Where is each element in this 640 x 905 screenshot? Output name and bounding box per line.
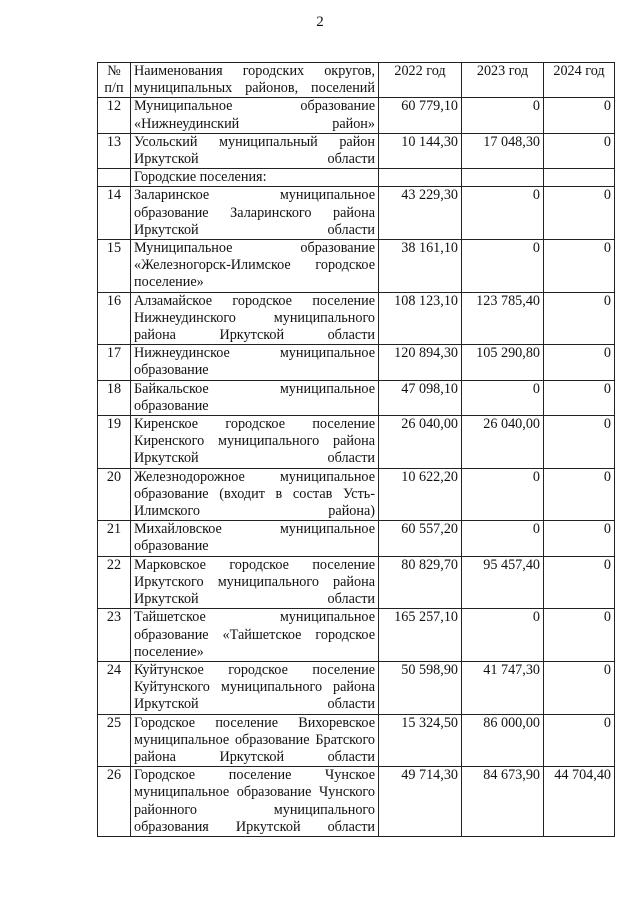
row-value-2023: 26 040,00 [462, 416, 544, 469]
row-value-2024: 0 [544, 345, 615, 380]
row-value-2023: 0 [462, 380, 544, 415]
table-row [98, 521, 615, 556]
header-year-2024: 2024 год [544, 63, 615, 98]
row-number: 21 [98, 521, 131, 556]
row-value-2024: 0 [544, 521, 615, 556]
row-value-2022: 15 324,50 [379, 714, 462, 767]
row-name: Михайловское муниципальное образование [131, 521, 379, 556]
table-row [98, 98, 615, 133]
row-value-2024: 0 [544, 609, 615, 662]
row-name: Марковское городское поселение Иркутского муниципального района Иркутской области [131, 556, 379, 609]
row-name: Городское поселение Вихоревское муниципальное образование Братского района Иркутской области [131, 714, 379, 767]
table-row [98, 380, 615, 415]
row-value-2022: 26 040,00 [379, 416, 462, 469]
header-year-2022: 2022 год [379, 63, 462, 98]
row-value-2024: 0 [544, 98, 615, 133]
row-number: 24 [98, 661, 131, 714]
row-number [98, 169, 131, 187]
row-value-2022 [379, 169, 462, 187]
table-row [98, 292, 615, 345]
table-row [98, 609, 615, 662]
row-value-2023: 0 [462, 468, 544, 521]
row-number: 14 [98, 187, 131, 240]
header-number: № п/п [98, 63, 131, 98]
row-name: Нижнеудинское муниципальное образование [131, 345, 379, 380]
row-number: 23 [98, 609, 131, 662]
row-value-2024: 0 [544, 416, 615, 469]
row-value-2024: 44 704,40 [544, 767, 615, 837]
row-number: 22 [98, 556, 131, 609]
row-value-2022: 50 598,90 [379, 661, 462, 714]
row-name: Алзамайское городское поселение Нижнеудинского муниципального района Иркутской области [131, 292, 379, 345]
table-section-row [98, 169, 615, 187]
row-number: 15 [98, 240, 131, 293]
row-value-2023: 0 [462, 187, 544, 240]
row-value-2022: 60 779,10 [379, 98, 462, 133]
row-value-2023: 86 000,00 [462, 714, 544, 767]
row-name: Усольский муниципальный район Иркутской области [131, 133, 379, 168]
row-number: 26 [98, 767, 131, 837]
section-title: Городские поселения: [131, 169, 379, 187]
subsidy-table [97, 62, 615, 837]
row-value-2024: 0 [544, 380, 615, 415]
row-value-2023: 95 457,40 [462, 556, 544, 609]
header-name: Наименования городских округов, муниципальных районов, поселений [131, 63, 379, 98]
row-name: Железнодорожное муниципальное образование (входит в состав Усть-Илимского района) [131, 468, 379, 521]
table-row [98, 714, 615, 767]
row-number: 25 [98, 714, 131, 767]
row-name: Куйтунское городское поселение Куйтунского муниципального района Иркутской области [131, 661, 379, 714]
row-value-2024: 0 [544, 556, 615, 609]
row-value-2023: 105 290,80 [462, 345, 544, 380]
row-name: Тайшетское муниципальное образование «Тайшетское городское поселение» [131, 609, 379, 662]
row-value-2022: 10 622,20 [379, 468, 462, 521]
table-row [98, 345, 615, 380]
row-value-2022: 165 257,10 [379, 609, 462, 662]
row-name: Заларинское муниципальное образование Заларинского района Иркутской области [131, 187, 379, 240]
table-row [98, 187, 615, 240]
row-value-2024 [544, 169, 615, 187]
table-row [98, 416, 615, 469]
row-value-2024: 0 [544, 661, 615, 714]
row-value-2023: 0 [462, 521, 544, 556]
row-value-2022: 47 098,10 [379, 380, 462, 415]
row-value-2022: 38 161,10 [379, 240, 462, 293]
table-row [98, 556, 615, 609]
row-value-2022: 10 144,30 [379, 133, 462, 168]
row-value-2024: 0 [544, 133, 615, 168]
row-value-2023: 84 673,90 [462, 767, 544, 837]
row-name: Городское поселение Чунское муниципальное образование Чунского районного муниципального образования Иркутской области [131, 767, 379, 837]
row-name: Муниципальное образование «Железногорск-Илимское городское поселение» [131, 240, 379, 293]
row-value-2023: 123 785,40 [462, 292, 544, 345]
table-row [98, 661, 615, 714]
table-row [98, 133, 615, 168]
row-number: 16 [98, 292, 131, 345]
row-value-2022: 49 714,30 [379, 767, 462, 837]
row-number: 20 [98, 468, 131, 521]
row-value-2023: 0 [462, 609, 544, 662]
row-value-2022: 108 123,10 [379, 292, 462, 345]
row-number: 17 [98, 345, 131, 380]
row-value-2023: 41 747,30 [462, 661, 544, 714]
row-value-2022: 43 229,30 [379, 187, 462, 240]
row-value-2023: 0 [462, 98, 544, 133]
row-name: Муниципальное образование «Нижнеудинский район» [131, 98, 379, 133]
row-value-2024: 0 [544, 292, 615, 345]
header-year-2023: 2023 год [462, 63, 544, 98]
row-name: Киренское городское поселение Киренского муниципального района Иркутской области [131, 416, 379, 469]
row-value-2022: 120 894,30 [379, 345, 462, 380]
row-value-2024: 0 [544, 714, 615, 767]
row-value-2022: 60 557,20 [379, 521, 462, 556]
row-number: 18 [98, 380, 131, 415]
table-row [98, 468, 615, 521]
row-number: 13 [98, 133, 131, 168]
table-header-row [98, 63, 615, 98]
row-value-2023: 0 [462, 240, 544, 293]
row-value-2024: 0 [544, 187, 615, 240]
row-value-2023 [462, 169, 544, 187]
table-body [98, 98, 615, 837]
table-row [98, 240, 615, 293]
row-value-2024: 0 [544, 468, 615, 521]
row-name: Байкальское муниципальное образование [131, 380, 379, 415]
table-row [98, 767, 615, 837]
row-number: 12 [98, 98, 131, 133]
row-value-2024: 0 [544, 240, 615, 293]
page-number: 2 [316, 14, 324, 30]
row-number: 19 [98, 416, 131, 469]
row-value-2023: 17 048,30 [462, 133, 544, 168]
row-value-2022: 80 829,70 [379, 556, 462, 609]
